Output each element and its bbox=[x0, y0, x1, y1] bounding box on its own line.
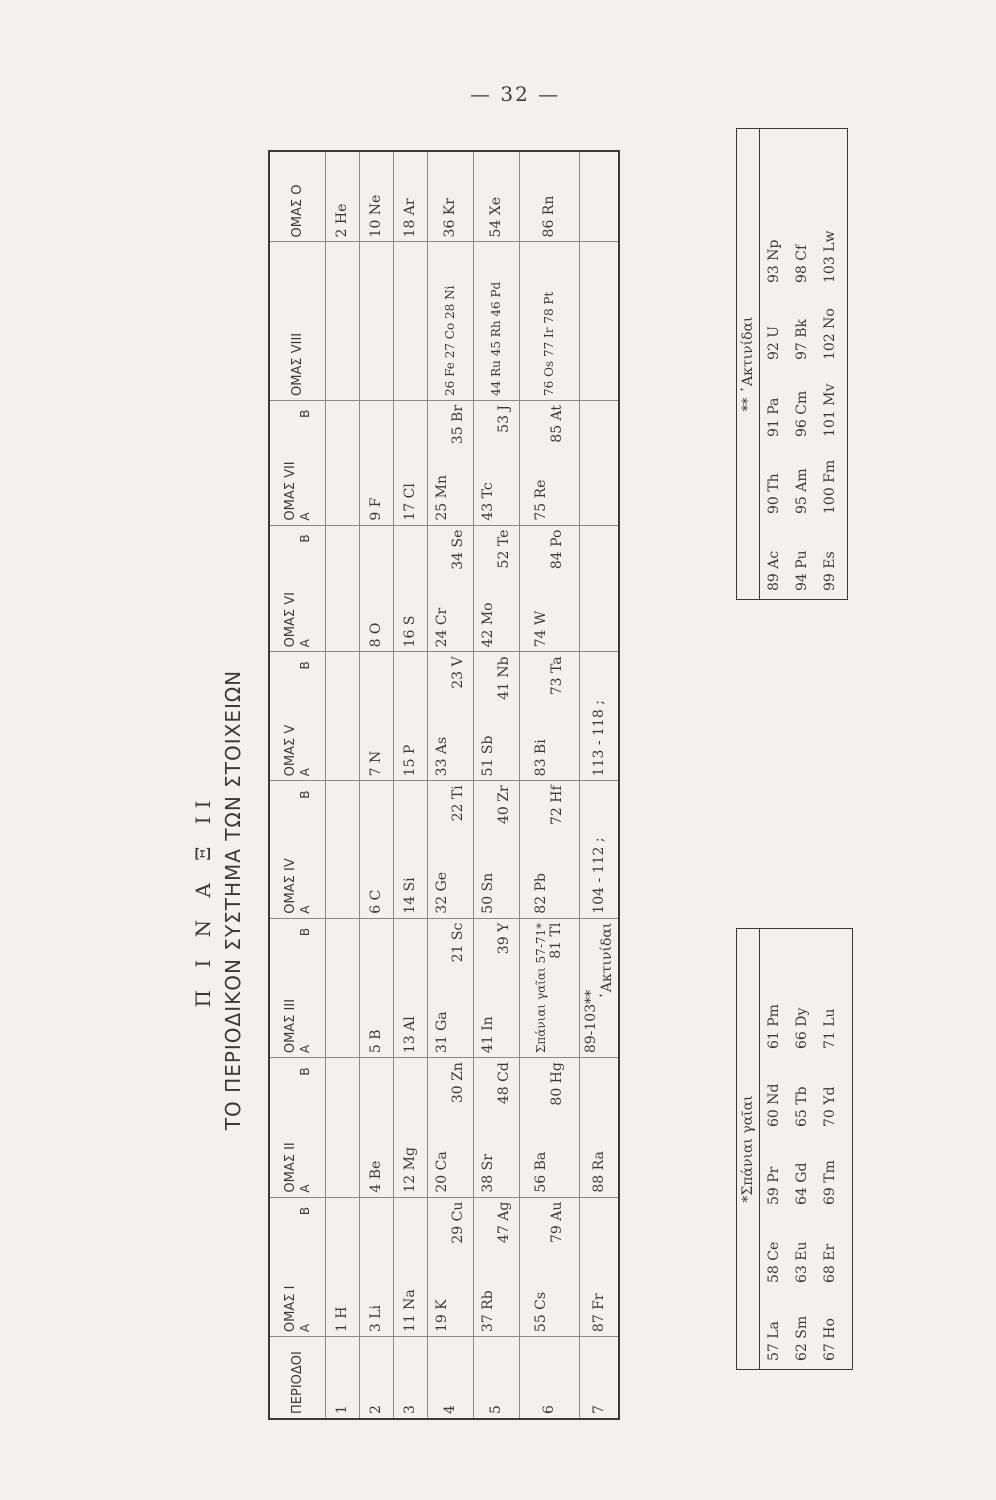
element-b: 22 Ti bbox=[450, 785, 466, 822]
subgroup-a-label: A bbox=[297, 1323, 312, 1333]
element-entry: 60 Nd bbox=[766, 1083, 782, 1127]
element-entry: 96 Cm bbox=[794, 390, 810, 437]
period-row bbox=[325, 151, 359, 1419]
group-header bbox=[269, 781, 325, 918]
element-a: Σπάνιαι γαῖαι 57-71* bbox=[534, 922, 548, 1054]
element-a: 42 Mo bbox=[480, 602, 496, 648]
element-b: 53 J bbox=[496, 404, 512, 433]
element-a: 76 Os 77 Ir 78 Pt bbox=[542, 291, 556, 396]
element-a: 87 Fr bbox=[590, 1293, 607, 1333]
element-cell bbox=[325, 1197, 359, 1336]
element-cell bbox=[519, 1197, 579, 1336]
group-header-label: ΟΜΑΣ III bbox=[282, 998, 298, 1054]
element-a: 41 In bbox=[480, 1016, 496, 1054]
element-a: 6 C bbox=[368, 889, 384, 914]
element-cell bbox=[427, 400, 473, 525]
element-cell bbox=[473, 242, 519, 400]
element-a: 51 Sb bbox=[480, 735, 496, 777]
element-a: 12 Mg bbox=[402, 1147, 418, 1193]
element-cell bbox=[325, 151, 359, 242]
element-cell bbox=[359, 1058, 393, 1197]
element-b: 39 Y bbox=[496, 922, 512, 955]
element-cell bbox=[519, 242, 579, 400]
element-a: 31 Ga bbox=[434, 1011, 450, 1054]
element-a: 3 Li bbox=[368, 1304, 384, 1333]
group-subheader bbox=[298, 530, 312, 648]
element-cell bbox=[393, 652, 427, 781]
group-header-label: ΟΜΑΣ VI bbox=[282, 592, 298, 648]
group-header bbox=[269, 1058, 325, 1197]
group-subheader bbox=[298, 1062, 312, 1192]
element-a: 38 Sr bbox=[480, 1154, 496, 1193]
element-b: 85 At bbox=[549, 404, 565, 443]
element-a: 36 Kr bbox=[442, 198, 458, 238]
element-cell bbox=[359, 918, 393, 1057]
element-b: 35 Br bbox=[450, 404, 466, 445]
element-a: 25 Mn bbox=[434, 475, 450, 521]
element-a: 56 Ba bbox=[533, 1151, 549, 1193]
period-header: ΠΕΡΙΟΔΟΙ bbox=[269, 1337, 325, 1419]
subgroup-b-label: B bbox=[297, 661, 312, 670]
group-header-label: ΟΜΑΣ I bbox=[282, 1285, 298, 1333]
subgroup-a-label: A bbox=[297, 1044, 312, 1054]
element-b: 80 Hg bbox=[549, 1062, 565, 1106]
element-entry: 59 Pr bbox=[766, 1166, 782, 1205]
element-cell bbox=[393, 1058, 427, 1197]
element-cell bbox=[359, 1197, 393, 1336]
element-entry: 58 Ce bbox=[766, 1241, 782, 1283]
element-cell bbox=[473, 652, 519, 781]
element-b: ᾽Ακτινίδαι bbox=[598, 922, 615, 1000]
element-entry: 91 Pa bbox=[766, 397, 782, 437]
element-a: 5 B bbox=[368, 1029, 384, 1054]
element-a: 7 N bbox=[368, 750, 384, 777]
element-cell bbox=[473, 525, 519, 652]
element-a: 43 Tc bbox=[480, 482, 496, 521]
element-cell bbox=[325, 242, 359, 400]
element-cell bbox=[473, 151, 519, 242]
element-cell bbox=[427, 781, 473, 918]
group-subheader bbox=[298, 923, 312, 1053]
rare_earths-row bbox=[816, 929, 844, 1369]
element-cell bbox=[519, 781, 579, 918]
element-entry: 100 Fm bbox=[822, 459, 838, 514]
element-cell bbox=[473, 1058, 519, 1197]
element-entry: 61 Pm bbox=[766, 1004, 782, 1049]
element-cell bbox=[393, 781, 427, 918]
subgroup-b-label: B bbox=[297, 534, 312, 543]
period-number: 6 bbox=[519, 1337, 579, 1419]
element-cell bbox=[579, 242, 619, 400]
rare_earths-row bbox=[760, 929, 788, 1369]
rare_earths-row bbox=[788, 929, 816, 1369]
element-entry: 63 Eu bbox=[794, 1241, 810, 1283]
element-cell bbox=[579, 781, 619, 918]
element-a: 24 Cr bbox=[434, 607, 450, 648]
element-a: 32 Ge bbox=[434, 871, 450, 914]
actinides-row bbox=[760, 129, 788, 599]
element-entry: 92 U bbox=[766, 325, 782, 360]
element-a: 89-103** bbox=[582, 989, 599, 1054]
element-cell bbox=[427, 652, 473, 781]
element-entry: 101 Mv bbox=[822, 383, 838, 437]
actinides-row bbox=[816, 129, 844, 599]
group-header-label: ΟΜΑΣ V bbox=[282, 724, 298, 777]
element-a: 15 P bbox=[402, 744, 418, 777]
subgroup-b-label: B bbox=[297, 1067, 312, 1076]
group-header-label: ΟΜΑΣ II bbox=[282, 1142, 298, 1193]
element-cell bbox=[579, 918, 619, 1057]
element-entry: 67 Ho bbox=[822, 1318, 838, 1361]
period-row bbox=[579, 151, 619, 1419]
subgroup-a-label: A bbox=[297, 1184, 312, 1193]
element-cell bbox=[427, 525, 473, 652]
element-cell bbox=[579, 1058, 619, 1197]
element-cell bbox=[359, 151, 393, 242]
element-a: 55 Cs bbox=[533, 1291, 549, 1333]
element-a: 19 K bbox=[434, 1299, 450, 1333]
element-b: 52 Te bbox=[496, 529, 512, 569]
element-cell bbox=[519, 151, 579, 242]
group-header bbox=[269, 525, 325, 652]
element-cell bbox=[579, 400, 619, 525]
element-cell bbox=[427, 242, 473, 400]
group-subheader bbox=[298, 656, 312, 776]
element-a: 17 Cl bbox=[402, 483, 418, 521]
group-subheader bbox=[298, 785, 312, 913]
element-b: 34 Se bbox=[450, 529, 466, 570]
group-header-label: ΟΜΑΣ O bbox=[289, 184, 305, 238]
element-b: 23 V bbox=[450, 656, 466, 689]
element-b: 81 Tl bbox=[548, 922, 564, 959]
group-header bbox=[269, 918, 325, 1057]
element-cell bbox=[393, 1197, 427, 1336]
actinides-row bbox=[788, 129, 816, 599]
element-b: 29 Cu bbox=[450, 1201, 466, 1244]
group-header bbox=[269, 400, 325, 525]
element-cell bbox=[473, 400, 519, 525]
element-entry: 102 No bbox=[822, 308, 838, 360]
element-cell bbox=[579, 525, 619, 652]
element-b: 73 Ta bbox=[549, 656, 565, 696]
element-cell bbox=[359, 525, 393, 652]
element-cell bbox=[427, 1058, 473, 1197]
element-cell bbox=[427, 918, 473, 1057]
element-cell bbox=[519, 918, 579, 1057]
element-b: 79 Au bbox=[549, 1201, 565, 1244]
table-title-line2: ΤΟ ΠΕΡΙΟΔΙΚΟΝ ΣΥΣΤΗΜΑ ΤΩΝ ΣΤΟΙΧΕΙΩΝ bbox=[221, 669, 245, 1131]
element-a: 82 Pb bbox=[533, 873, 549, 914]
element-a: 74 W bbox=[533, 610, 549, 648]
group-header bbox=[269, 652, 325, 781]
group-header-label: ΟΜΑΣ VII bbox=[282, 461, 298, 521]
element-cell bbox=[325, 781, 359, 918]
element-a: 88 Ra bbox=[590, 1151, 607, 1193]
rare-earths-header: *Σπάνιαι γαῖαι bbox=[737, 929, 760, 1369]
element-a: 10 Ne bbox=[368, 194, 384, 238]
element-cell bbox=[325, 525, 359, 652]
element-b: 41 Nb bbox=[496, 656, 512, 700]
element-a: 20 Ca bbox=[434, 1151, 450, 1193]
element-a: 2 He bbox=[334, 203, 350, 238]
element-cell bbox=[519, 525, 579, 652]
element-cell bbox=[325, 918, 359, 1057]
element-b: 30 Zn bbox=[450, 1062, 466, 1104]
period-row bbox=[473, 151, 519, 1419]
element-cell bbox=[393, 242, 427, 400]
element-b: 48 Cd bbox=[496, 1062, 512, 1105]
group-header-label: ΟΜΑΣ VIII bbox=[289, 332, 305, 396]
element-cell bbox=[579, 1197, 619, 1336]
element-cell bbox=[519, 400, 579, 525]
subgroup-b-label: B bbox=[297, 409, 312, 418]
group-subheader bbox=[298, 405, 312, 521]
element-cell bbox=[473, 918, 519, 1057]
element-cell bbox=[325, 400, 359, 525]
element-cell bbox=[579, 151, 619, 242]
period-number: 4 bbox=[427, 1337, 473, 1419]
element-entry: 93 Np bbox=[766, 239, 782, 283]
element-entry: 57 La bbox=[766, 1321, 782, 1361]
element-cell bbox=[325, 652, 359, 781]
element-b: 40 Zr bbox=[496, 785, 512, 825]
element-entry: 69 Tm bbox=[822, 1160, 838, 1205]
subgroup-a-label: A bbox=[297, 512, 312, 521]
element-cell bbox=[359, 781, 393, 918]
period-number: 2 bbox=[359, 1337, 393, 1419]
element-b: 84 Po bbox=[549, 529, 565, 570]
group-header bbox=[269, 151, 325, 242]
element-cell bbox=[519, 652, 579, 781]
period-number: 3 bbox=[393, 1337, 427, 1419]
element-entry: 89 Ac bbox=[766, 550, 782, 591]
element-entry: 68 Er bbox=[822, 1243, 838, 1283]
element-cell bbox=[393, 400, 427, 525]
element-cell bbox=[359, 652, 393, 781]
subgroup-b-label: B bbox=[297, 1206, 312, 1216]
group-subheader bbox=[298, 1202, 312, 1332]
subgroup-b-label: B bbox=[297, 927, 312, 937]
period-row bbox=[393, 151, 427, 1419]
element-cell bbox=[519, 1058, 579, 1197]
element-a: 4 Be bbox=[368, 1160, 384, 1193]
element-a: 9 F bbox=[368, 497, 384, 521]
group-header-label: ΟΜΑΣ IV bbox=[282, 858, 298, 914]
group-header bbox=[269, 1197, 325, 1336]
element-entry: 65 Tb bbox=[794, 1086, 810, 1127]
element-entry: 71 Lu bbox=[822, 1008, 838, 1049]
element-a: 104 - 112 ; bbox=[590, 837, 607, 914]
period-number: 1 bbox=[325, 1337, 359, 1419]
subgroup-a-label: A bbox=[297, 639, 312, 648]
element-b: 21 Sc bbox=[450, 922, 466, 963]
element-cell bbox=[427, 151, 473, 242]
element-cell bbox=[359, 242, 393, 400]
element-a: 44 Ru 45 Rh 46 Pd bbox=[489, 281, 503, 396]
period-row bbox=[427, 151, 473, 1419]
element-entry: 94 Pu bbox=[794, 550, 810, 591]
subgroup-a-label: A bbox=[297, 768, 312, 777]
element-entry: 99 Es bbox=[822, 551, 838, 591]
periodic-table bbox=[268, 150, 615, 1420]
element-a: 1 H bbox=[334, 1306, 350, 1333]
element-cell bbox=[579, 652, 619, 781]
element-entry: 103 Lw bbox=[822, 230, 838, 283]
element-cell bbox=[359, 400, 393, 525]
element-entry: 66 Dy bbox=[794, 1007, 810, 1049]
element-entry: 90 Th bbox=[766, 473, 782, 514]
element-b: 47 Ag bbox=[496, 1201, 512, 1243]
element-a: 18 Ar bbox=[402, 198, 418, 238]
element-entry: 62 Sm bbox=[794, 1315, 810, 1361]
rare-earths-box bbox=[736, 928, 853, 1370]
table-title-line1: Π Ι Ν Α Ξ II bbox=[191, 792, 215, 1008]
element-entry: 97 Bk bbox=[794, 318, 810, 360]
element-cell bbox=[427, 1197, 473, 1336]
group-header bbox=[269, 242, 325, 400]
element-a: 33 As bbox=[434, 736, 450, 777]
element-entry: 98 Cf bbox=[794, 244, 810, 283]
element-cell bbox=[393, 151, 427, 242]
periodic-table-grid bbox=[268, 150, 620, 1420]
element-cell bbox=[473, 781, 519, 918]
element-a: 13 Al bbox=[402, 1016, 418, 1054]
element-cell bbox=[393, 525, 427, 652]
element-a: 50 Sn bbox=[480, 872, 496, 914]
subgroup-b-label: B bbox=[297, 790, 312, 799]
header-row bbox=[269, 151, 325, 1419]
element-cell bbox=[473, 1197, 519, 1336]
element-a: 75 Re bbox=[533, 479, 549, 521]
element-a: 54 Xe bbox=[488, 196, 504, 238]
period-number: 7 bbox=[579, 1337, 619, 1419]
element-a: 26 Fe 27 Co 28 Ni bbox=[443, 285, 457, 396]
element-a: 8 O bbox=[368, 622, 384, 648]
period-row bbox=[359, 151, 393, 1419]
element-a: 16 S bbox=[402, 615, 418, 648]
table-title bbox=[188, 620, 248, 1180]
element-a: 113 - 118 ; bbox=[590, 700, 607, 777]
element-a: 14 Si bbox=[402, 877, 418, 914]
element-entry: 64 Gd bbox=[794, 1162, 810, 1205]
actinides-box bbox=[736, 128, 848, 600]
page-number: — 32 — bbox=[470, 82, 561, 106]
period-row bbox=[519, 151, 579, 1419]
element-a: 86 Rn bbox=[541, 195, 557, 238]
period-number: 5 bbox=[473, 1337, 519, 1419]
element-cell bbox=[325, 1058, 359, 1197]
actinides-header: ** ᾽Ακτινίδαι bbox=[737, 129, 760, 599]
subgroup-a-label: A bbox=[297, 905, 312, 914]
element-entry: 70 Yd bbox=[822, 1086, 838, 1127]
element-entry: 95 Am bbox=[794, 468, 810, 514]
element-a: 83 Bi bbox=[533, 739, 549, 777]
element-a: 37 Rb bbox=[480, 1290, 496, 1333]
element-b: 72 Hf bbox=[549, 785, 565, 825]
element-a: 11 Na bbox=[402, 1289, 418, 1333]
element-cell bbox=[393, 918, 427, 1057]
